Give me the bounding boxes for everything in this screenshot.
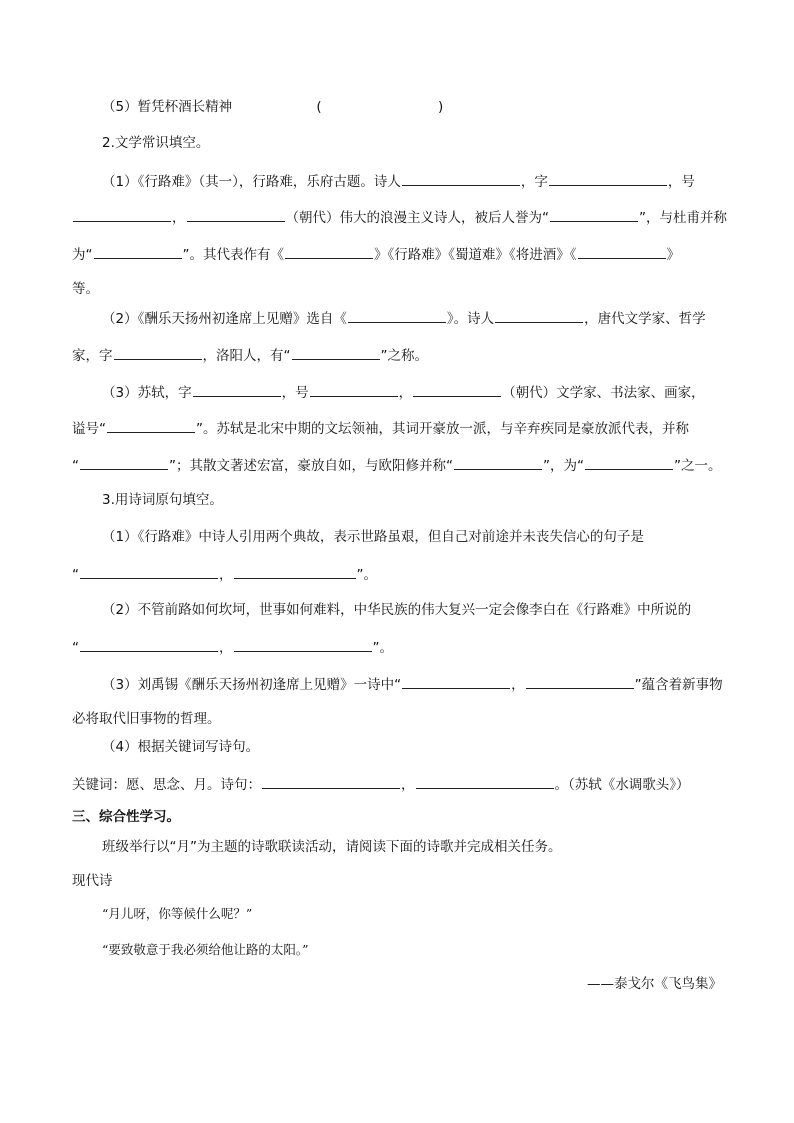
section-2-heading: 2.文学常识填空。 — [102, 135, 210, 151]
activity-instruction: 班级举行以“月”为主题的诗歌联读活动，请阅读下面的诗歌并完成相关任务。 — [102, 839, 562, 855]
q31-close: ”。 — [356, 567, 377, 583]
item-5-text: （5）暂凭杯酒长精神 — [102, 99, 233, 115]
q22-text-e: ，洛阳人，有“ — [202, 348, 291, 364]
modern-poem-label: 现代诗 — [72, 873, 113, 889]
section-3-heading: 3.用诗词原句填空。 — [102, 492, 223, 508]
blank-field[interactable] — [234, 637, 372, 652]
question-3-3-line2: 必将取代旧事物的哲理。 — [72, 711, 221, 727]
q22-text-c: ，唐代文学家、哲学 — [584, 311, 706, 327]
blank-field[interactable] — [585, 455, 673, 470]
question-3-4-line2 — [72, 774, 690, 794]
q21-text-j: 》 — [666, 247, 680, 263]
poem-attribution: ——泰戈尔《飞鸟集》 — [587, 976, 722, 992]
blank-field[interactable] — [549, 171, 667, 186]
poem-line-1: “月儿呀，你等候什么呢？” — [102, 906, 253, 921]
question-2-2-line1 — [102, 308, 706, 328]
question-3-2-line2 — [72, 637, 393, 657]
q32-open: “ — [72, 640, 79, 656]
question-3-1-line1: （1）《行路难》中诗人引用两个典故，表示世路虽艰，但自己对前途并未丧失信心的句子是 — [102, 529, 644, 545]
question-2-1-line1 — [102, 171, 695, 191]
q23-text-f: ”。苏轼是北宋中期的文坛领袖，其词开豪放一派，与辛弃疾同是豪放派代表，并称 — [196, 421, 689, 437]
question-3-1-line2 — [72, 564, 377, 584]
q31-open: “ — [72, 567, 79, 583]
q32-close: ”。 — [372, 640, 393, 656]
blank-field[interactable] — [292, 345, 380, 360]
question-2-1-line3 — [72, 244, 680, 264]
blank-field[interactable] — [454, 455, 542, 470]
blank-field[interactable] — [80, 564, 218, 579]
blank-field[interactable] — [550, 207, 638, 222]
q23-text-h: ”；其散文著述宏富，豪放自如，与欧阳修并称“ — [169, 458, 453, 474]
blank-field[interactable] — [578, 244, 666, 259]
q34-text-b: 。（苏轼《水调歌头》） — [554, 777, 690, 793]
question-2-1-line4: 等。 — [72, 281, 99, 297]
question-2-1-line2 — [72, 207, 727, 227]
blank-field[interactable] — [262, 774, 400, 789]
q23-text-g: “ — [72, 458, 79, 474]
q22-text-a: （2）《酬乐天扬州初逢席上见赠》选自《 — [102, 311, 347, 327]
blank-field[interactable] — [310, 382, 398, 397]
question-2-3-line2 — [72, 418, 689, 438]
blank-field[interactable] — [80, 637, 218, 652]
blank-field[interactable] — [402, 171, 520, 186]
q22-text-f: ”之称。 — [380, 348, 428, 364]
blank-field[interactable] — [193, 382, 281, 397]
poem-line-2: “要致敬意于我必须给他让路的太阳。” — [102, 942, 309, 957]
q21-text-e: （朝代）伟大的浪漫主义诗人，被后人誉为“ — [285, 210, 549, 226]
blank-field[interactable] — [73, 207, 171, 222]
blank-field[interactable] — [413, 382, 501, 397]
q22-text-d: 家，字 — [72, 348, 113, 364]
q21-text-d: ， — [172, 210, 186, 226]
q33-text-a: （3）刘禹锡《酬乐天扬州初逢席上见赠》一诗中“ — [102, 677, 402, 693]
q21-text-i: 》《行路难》《蜀道难》《将进酒》《 — [374, 247, 577, 263]
blank-field[interactable] — [348, 308, 446, 323]
blank-field[interactable] — [187, 207, 285, 222]
q33-text-b: ”蕴含着新事物 — [634, 677, 723, 693]
q23-text-a: （3）苏轼，字 — [102, 385, 192, 401]
question-3-2-line1: （2）不管前路如何坎坷，世事如何难料，中华民族的伟大复兴一定会像李白在《行路难》中所说的 — [102, 602, 692, 618]
blank-field[interactable] — [285, 244, 373, 259]
blank-field[interactable] — [526, 674, 634, 689]
q22-text-b: 》。诗人 — [446, 311, 495, 327]
open-paren: ( — [316, 99, 322, 115]
blank-field[interactable] — [234, 564, 356, 579]
q23-text-b: ，号 — [281, 385, 309, 401]
blank-field[interactable] — [114, 345, 202, 360]
q21-text-f: ”，与杜甫并称 — [639, 210, 727, 226]
blank-field[interactable] — [107, 418, 195, 433]
question-3-3-line1 — [102, 674, 723, 694]
q23-text-d: （朝代）文学家、书法家、画家， — [502, 385, 705, 401]
question-2-3-line1 — [102, 382, 705, 402]
question-3-4-line1: （4）根据关键词写诗句。 — [102, 739, 260, 755]
q23-text-c: ， — [398, 385, 413, 401]
q23-text-e: 谥号“ — [72, 421, 106, 437]
section-three-heading: 三、综合性学习。 — [72, 809, 180, 825]
blank-field[interactable] — [80, 455, 168, 470]
q21-text-c: ，号 — [667, 174, 695, 190]
q21-text-g: 为“ — [72, 247, 93, 263]
q21-text-h: ”。其代表作有《 — [182, 247, 284, 263]
q23-text-i: ”，为“ — [543, 458, 584, 474]
blank-field[interactable] — [416, 774, 554, 789]
q21-text-b: ，字 — [520, 174, 548, 190]
question-2-2-line2 — [72, 345, 428, 365]
question-2-3-line3 — [72, 455, 722, 475]
q21-text-a: （1）《行路难》（其一），行路难，乐府古题。诗人 — [102, 174, 401, 190]
line-item-5 — [102, 98, 443, 116]
q23-text-j: ”之一。 — [674, 458, 722, 474]
q33-comma: ， — [511, 677, 525, 693]
q32-comma: ， — [219, 640, 233, 656]
close-paren: ) — [437, 99, 444, 115]
q31-comma: ， — [219, 567, 233, 583]
blank-field[interactable] — [402, 674, 510, 689]
blank-field[interactable] — [94, 244, 182, 259]
q34-comma: ， — [401, 777, 415, 793]
q34-text-a: 关键词：愿、思念、月。诗句： — [72, 777, 261, 793]
blank-field[interactable] — [495, 308, 583, 323]
